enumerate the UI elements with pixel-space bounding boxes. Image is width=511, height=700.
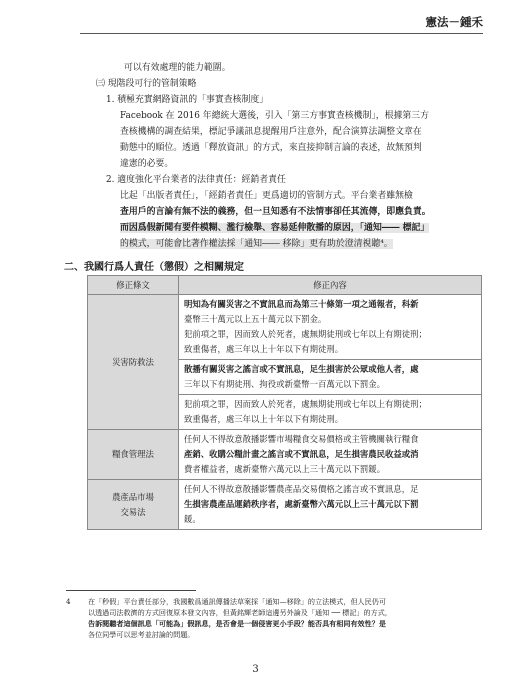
law-name-cell: 糧食管理法: [88, 430, 179, 480]
paragraph-line: 查用戶的言論有無不法的義務，但一旦知悉有不法情事卻任其流傳，即應負責。: [120, 207, 431, 217]
law-name-cell: 災害防救法: [88, 295, 179, 430]
column-header: 修正內容: [179, 276, 482, 295]
table-row: [88, 430, 482, 480]
provision-cell: 任何人不得故意散播影響市場糧食交易價格或主管機關執行糧食 產銷、收購公糧計畫之謠言或不實訊息，足生損害農民收益或消 費者權益者，處新臺幣六萬元以上三十萬元以下罰鍰。: [179, 430, 482, 480]
paragraph-line: 而因爲假新聞有要件模糊、濫行檢舉、容易延伸散播的原因，「通知―― 標記」: [120, 223, 430, 233]
legal-provisions-table: [87, 275, 482, 530]
header-rule: [80, 33, 483, 34]
paragraph-line: 查核機構的調查結果，標記爭議訊息提醒用戶注意外，配合演算法調整文章在: [120, 127, 422, 137]
column-header: 修正條文: [88, 276, 179, 295]
provision-cell: 散播有關災害之謠言或不實訊息，足生損害於公眾或他人者，處 三年以下有期徒刑、拘役或新臺幣一百萬元以下罰金。: [179, 360, 482, 395]
paragraph-line: 的模式，可能會比著作權法採「通知―― 移除」更有助於澄清視聽⁴。: [120, 239, 393, 249]
subheading: ㈢ 現階段可行的管制策略: [96, 79, 197, 89]
provision-cell: 明知為有關災害之不實訊息而為第三十條第一項之通報者，科新 臺幣三十萬元以上五十萬元以下罰金。 犯前項之罪，因而致人於死者，處無期徒刑或七年以上有期徒刑； 致重傷者，處三年以上十年以下有期徒刑。: [179, 295, 482, 360]
list-item-heading: 2. 適度強化平台業者的法律責任：經銷者責任: [106, 175, 286, 185]
table-row: [88, 480, 482, 530]
paragraph-line: 可以有效處理的能力範圍。: [124, 63, 231, 73]
section-title: 二、我國行爲人責任（懲假）之相關規定: [64, 262, 244, 273]
page-number: 3: [252, 664, 259, 675]
law-name-cell: 農產品市場 交易法: [88, 480, 179, 530]
table-row: [88, 295, 482, 360]
table-header-row: [88, 276, 482, 295]
paragraph-line: 違憲的必要。: [120, 159, 174, 169]
list-item-heading: 1. 積極充實網路資訊的「事實查核制度」: [106, 95, 269, 105]
paragraph-line: 比起「出版者責任」，「經銷者責任」更爲適切的管制方式。平台業者雖無檢: [120, 191, 413, 201]
footnote-text: 在「秒假」平台責任部分，我國數爲通訊傳播法草案採「通知—移除」的立法模式，但人民仍可 以透過司法救濟的方式回復原本發文內容，但黃銘輝老師這邊另外論及「通知 ── 標記」的方式， 告訴閱聽者這個訊息「可能為」假訊息，是否會是一個侵害更小手段？能否具有相同有效性？是 各位同學可以思考並討論的問題。: [88, 597, 392, 639]
running-header: 憲法－鍾禾: [425, 15, 483, 29]
provision-cell: 任何人不得故意散播影響農產品交易價格之謠言或不實訊息，足 生損害農產品運銷秩序者，處新臺幣六萬元以上三十萬元以下罰 鍰。: [179, 480, 482, 530]
body-text: [86, 60, 483, 252]
footnote-number: 4: [66, 597, 71, 606]
paragraph-line: 動態中的順位。透過「釋放資訊」的方式，來直接抑制言論的表述，故無預判: [120, 143, 422, 153]
paragraph-line: Facebook 在 2016 年總統大選後，引入「第三方事實查核機制」，根據第三方: [120, 111, 430, 121]
provision-cell: 犯前項之罪，因而致人於死者，處無期徒刑或七年以上有期徒刑； 致重傷者，處三年以上十年以下有期徒刑。: [179, 395, 482, 430]
footnote-rule: [66, 590, 196, 591]
footnote: [66, 596, 496, 640]
